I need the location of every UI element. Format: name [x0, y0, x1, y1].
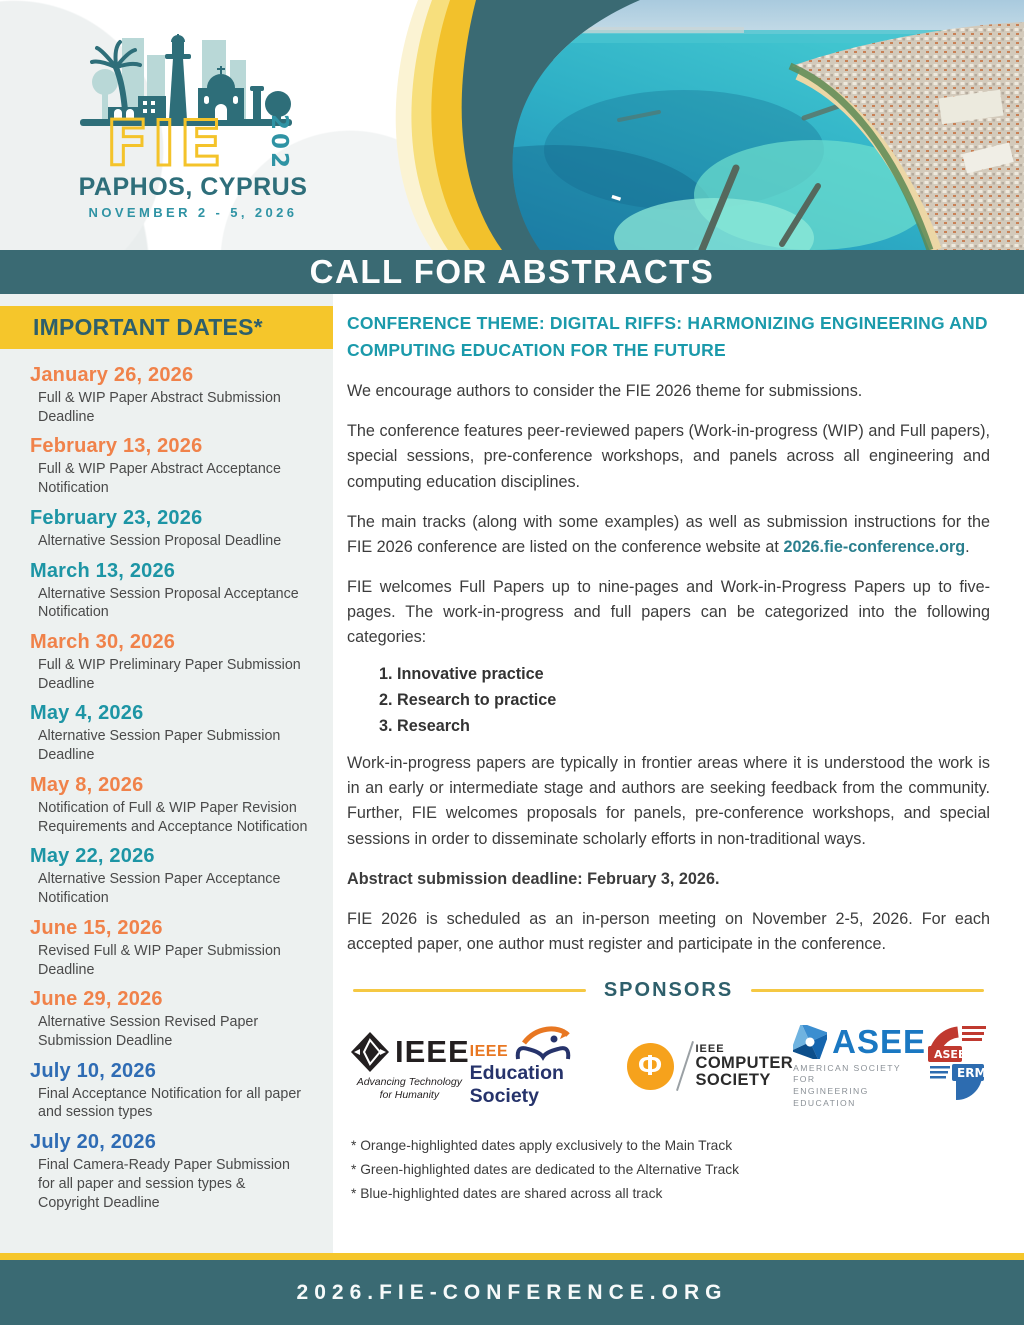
date-description: Alternative Session Proposal Acceptance Notification	[38, 585, 299, 621]
date-description: Notification of Full & WIP Paper Revision Requirements and Acceptance Notification	[38, 799, 308, 835]
conference-location: PAPHOS, CYPRUS	[78, 173, 308, 201]
date-entry	[30, 507, 309, 551]
date-description: Alternative Session Revised Paper Submission Deadline	[38, 1014, 259, 1049]
footer-accent-strip	[0, 1253, 1024, 1260]
asee-pinwheel-icon	[793, 1025, 827, 1059]
paragraph-paper-lengths: FIE welcomes Full Papers up to nine-pages and Work-in-Progress Papers up to five-pages. The work-in-progress and full papers can be categorized into the following categories:	[347, 577, 990, 647]
erm-asee-text: ASEE	[934, 1048, 966, 1061]
ieee-education-society-logo	[470, 1025, 627, 1108]
call-for-abstracts-banner	[0, 250, 1024, 294]
date-label: March 13, 2026	[30, 559, 176, 582]
date-label: May 8, 2026	[30, 773, 144, 796]
important-dates-title: IMPORTANT DATES*	[0, 306, 333, 349]
cs-line1: COMPUTER	[695, 1053, 794, 1072]
asee-wordmark: ASEE	[832, 1022, 926, 1060]
date-description: Full & WIP Paper Abstract Acceptance Notification	[38, 461, 281, 497]
date-label: May 4, 2026	[30, 702, 144, 725]
ieee-tagline-1: Advancing Technology	[356, 1075, 462, 1088]
sponsors-divider-right	[751, 989, 984, 992]
date-label: February 23, 2026	[30, 506, 203, 529]
date-description: Final Acceptance Notification for all paper and session types	[38, 1085, 302, 1121]
cs-divider	[676, 1041, 694, 1091]
date-description: Alternative Session Paper Acceptance Notification	[38, 871, 281, 907]
category-item: 3. Research	[397, 717, 990, 736]
important-dates-sidebar	[0, 294, 333, 1253]
date-description: Alternative Session Paper Submission Deadline	[38, 728, 281, 764]
asee-logo	[793, 1023, 926, 1109]
conference-year: 2026	[266, 114, 292, 170]
footer	[0, 1260, 1024, 1325]
fie-logo	[50, 10, 336, 220]
content	[0, 294, 1024, 1253]
date-description: Revised Full & WIP Paper Submission Deadline	[38, 942, 281, 978]
cs-ieee-wordmark: IEEE	[695, 1042, 725, 1055]
edusoc-name: Education Society	[469, 1061, 564, 1107]
date-description: Full & WIP Preliminary Paper Submission Deadline	[38, 657, 301, 692]
footer-url[interactable]: 2026.FIE-CONFERENCE.ORG	[296, 1280, 728, 1304]
cs-line2: SOCIETY	[695, 1070, 771, 1089]
date-entry	[30, 435, 309, 497]
paragraph-tracks	[347, 510, 990, 560]
banner-title: CALL FOR ABSTRACTS	[309, 253, 715, 290]
date-entry	[30, 845, 309, 907]
erm-text: ERM	[957, 1066, 987, 1080]
asee-erm-logo	[926, 1022, 988, 1110]
asee-sub-line1: AMERICAN SOCIETY FOR	[793, 1062, 901, 1085]
date-entry	[30, 1060, 309, 1122]
date-description: Alternative Session Proposal Deadline	[38, 532, 282, 549]
footnote: * Blue-highlighted dates are shared across all track	[351, 1186, 663, 1201]
phi-circle-icon: Φ	[627, 1043, 674, 1090]
header	[0, 0, 1024, 250]
ieee-tagline-2: for Humanity	[379, 1089, 440, 1101]
conference-website-link[interactable]: 2026.fie-conference.org	[783, 537, 966, 556]
date-label: March 30, 2026	[30, 631, 176, 654]
date-label: May 22, 2026	[30, 845, 155, 868]
category-item: 2. Research to practice	[397, 691, 990, 710]
date-list	[0, 349, 333, 1212]
conference-dates: NOVEMBER 2 - 5, 2026	[88, 205, 298, 220]
ieee-logo	[349, 1030, 470, 1102]
footnote: * Green-highlighted dates are dedicated to the Alternative Track	[351, 1162, 740, 1177]
ieee-wordmark: IEEE	[395, 1033, 470, 1069]
date-entry	[30, 364, 309, 426]
open-book-icon	[510, 1025, 576, 1061]
asee-sub-line2: ENGINEERING EDUCATION	[793, 1086, 869, 1108]
date-entry	[30, 702, 309, 764]
footnote: * Orange-highlighted dates apply exclusively to the Main Track	[351, 1138, 733, 1153]
fie-logo-graphic	[50, 10, 336, 170]
header-photo	[384, 0, 1024, 250]
abstract-deadline-line: Abstract submission deadline: February 3, 2026.	[347, 869, 720, 888]
date-entry	[30, 917, 309, 979]
paragraph-wip: Work-in-progress papers are typically in frontier areas where it is understood the work is in an early or intermediate stage and authors are seeking feedback from the community. Further, FIE welcomes proposals for panels, pre-conference workshops, and special sessions in order to disseminate scholarly efforts in non-traditional ways.	[347, 754, 990, 848]
paragraph-in-person: FIE 2026 is scheduled as an in-person meeting on November 2-5, 2026. For each accepted paper, one author must register and participate in the conference.	[347, 909, 990, 953]
footnotes	[351, 1138, 986, 1201]
sponsors-heading	[353, 979, 984, 1002]
date-label: June 15, 2026	[30, 916, 163, 939]
date-entry	[30, 774, 309, 836]
main-content	[333, 294, 1024, 1253]
paragraph-intro: We encourage authors to consider the FIE 2026 theme for submissions.	[347, 382, 863, 401]
date-label: February 13, 2026	[30, 435, 203, 458]
sponsors-divider-left	[353, 989, 586, 992]
date-label: June 29, 2026	[30, 988, 163, 1011]
date-entry	[30, 631, 309, 693]
paragraph-features: The conference features peer-reviewed papers (Work-in-progress (WIP) and Full papers), special sessions, pre-conference workshops, and panels across all engineering and computing education disciplines.	[347, 422, 990, 491]
date-description: Full & WIP Paper Abstract Submission Deadline	[38, 390, 281, 425]
edusoc-ieee-wordmark: IEEE	[469, 1042, 509, 1060]
ieee-computer-society-logo	[627, 1040, 794, 1092]
date-entry	[30, 988, 309, 1050]
date-entry	[30, 560, 309, 622]
category-item: 1. Innovative practice	[397, 665, 990, 684]
date-label: July 20, 2026	[30, 1131, 157, 1154]
paragraph-tracks-text: The main tracks (along with some examples) as well as submission instructions for the FIE 2026 conference are listed on the conference website at	[347, 512, 990, 556]
conference-acronym: FIE	[106, 107, 226, 170]
sponsors-title: SPONSORS	[603, 979, 734, 1001]
date-description: Final Camera-Ready Paper Submission for all paper and session types & Copyright Deadline	[38, 1157, 290, 1211]
date-entry	[30, 1131, 309, 1212]
paragraph-tracks-period: .	[965, 537, 970, 556]
date-label: July 10, 2026	[30, 1059, 157, 1082]
ieee-diamond-icon	[349, 1030, 391, 1074]
sponsor-logos	[349, 1018, 988, 1114]
date-label: January 26, 2026	[30, 364, 194, 386]
asee-erm-icon	[926, 1022, 988, 1110]
category-list	[375, 665, 990, 736]
theme-heading: CONFERENCE THEME: DIGITAL RIFFS: HARMONIZING ENGINEERING AND COMPUTING EDUCATION FOR THE FUTURE	[347, 313, 988, 361]
